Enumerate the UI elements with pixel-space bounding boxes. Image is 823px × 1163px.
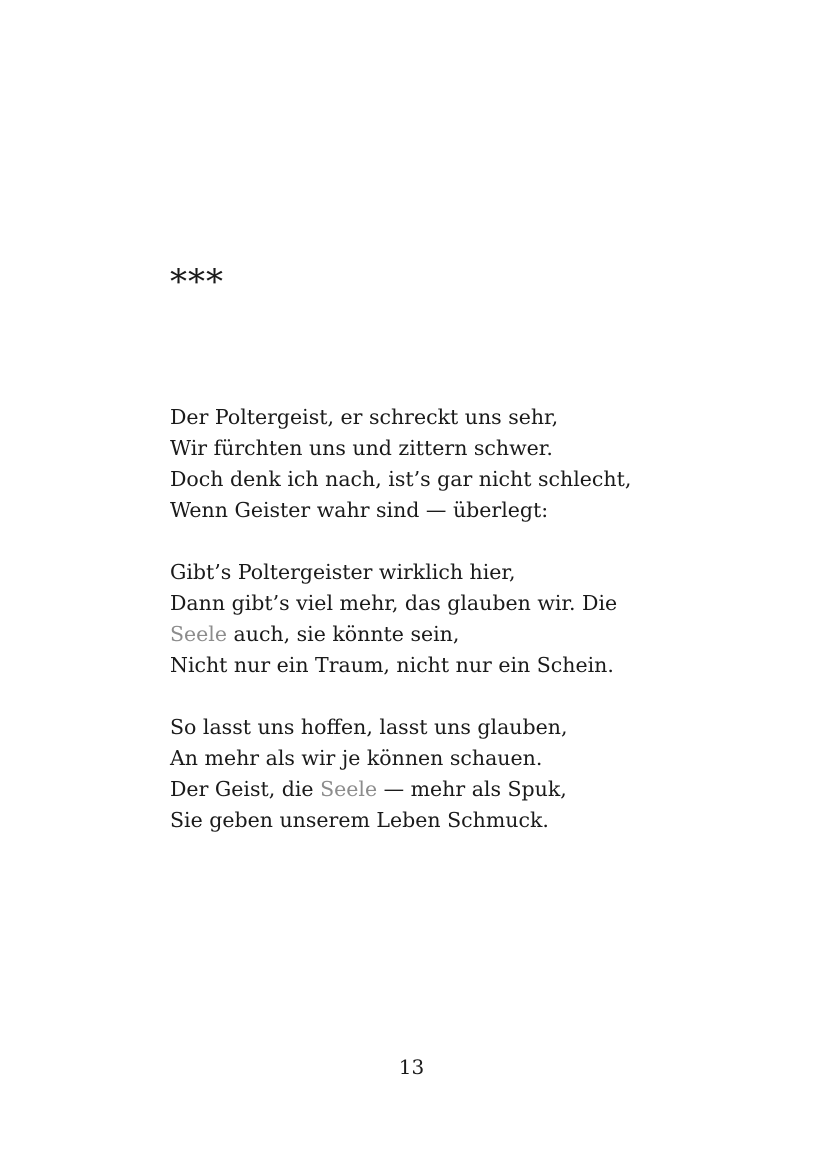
poem-line: Dann gibt’s viel mehr, das glauben wir. Die (170, 591, 618, 615)
poem-line: Wenn Geister wahr sind — überlegt: (170, 498, 549, 522)
line-text: Der Geist, die (170, 777, 321, 801)
highlighted-word: Seele (320, 777, 378, 801)
poem-line: Gibt’s Poltergeister wirklich hier, (170, 560, 516, 584)
poem-line: So lasst uns hoffen, lasst uns glauben, (170, 715, 568, 739)
poem-line: Sie geben unserem Leben Schmuck. (170, 808, 549, 832)
poem-line: Doch denk ich nach, ist’s gar nicht schlecht, (170, 467, 632, 491)
page-number: 13 (398, 1055, 425, 1079)
poem-line: Der Poltergeist, er schreckt uns sehr, (170, 405, 559, 429)
line-text: auch, sie könnte sein, (227, 622, 460, 646)
stanza-3 (170, 712, 770, 836)
poem-line (170, 619, 770, 650)
stanza-2 (170, 557, 770, 681)
line-text: — mehr als Spuk, (377, 777, 567, 801)
poem-line (170, 774, 770, 805)
poem-line: An mehr als wir je können schauen. (170, 746, 543, 770)
stanza-1 (170, 402, 770, 526)
poem-line: Wir fürchten uns und zittern schwer. (170, 436, 553, 460)
poem-line: Nicht nur ein Traum, nicht nur ein Schein. (170, 653, 614, 677)
section-separator: *** (170, 262, 224, 302)
highlighted-word: Seele (170, 622, 227, 646)
poem (170, 402, 770, 867)
